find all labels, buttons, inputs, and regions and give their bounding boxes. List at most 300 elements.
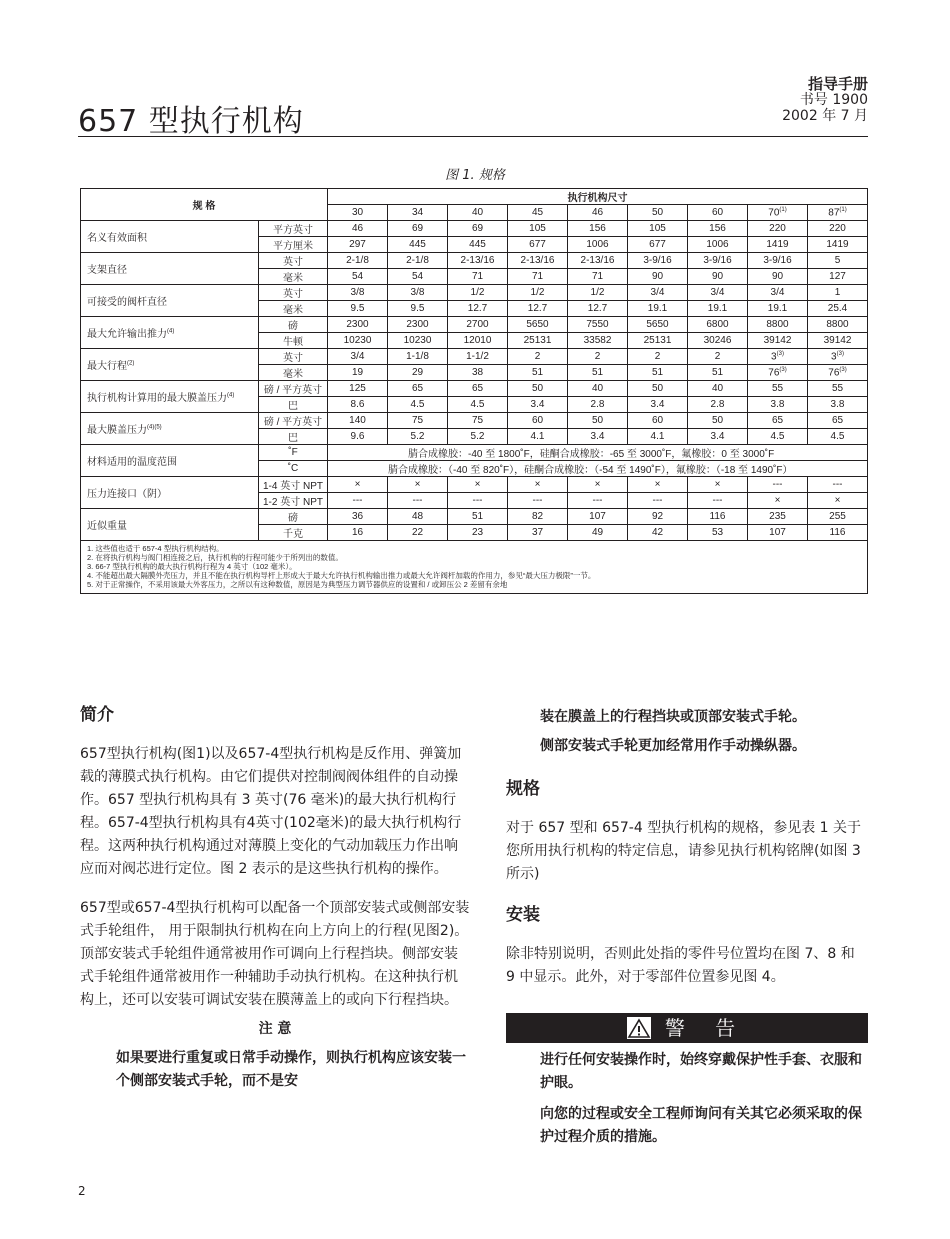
value-text: --- [352, 495, 363, 506]
value-cell [448, 477, 508, 493]
value-cell [748, 509, 808, 525]
value-text: 1419 [826, 239, 849, 250]
value-text: 55 [771, 383, 784, 394]
value-text: 2.8 [710, 399, 725, 410]
value-text: 2-1/8 [406, 255, 429, 266]
value-cell [628, 333, 688, 349]
size-cell [568, 205, 628, 221]
unit-cell: 英寸 [259, 253, 328, 269]
value-cell [748, 381, 808, 397]
value-cell [508, 477, 568, 493]
value-cell [688, 477, 748, 493]
value-cell [808, 285, 868, 301]
value-text: 36 [351, 511, 364, 522]
value-cell [388, 333, 448, 349]
value-text: 3.4 [590, 431, 605, 442]
value-cell [388, 317, 448, 333]
value-text: 51 [531, 367, 544, 378]
spec-paragraph: 对于 657 型和 657-4 型执行机构的规格，参见表 1 关于您所用执行机构的特定信息，请参见执行机构铭牌(如图 3 所示) [506, 820, 862, 882]
value-text: 40 [711, 383, 724, 394]
value-text: 4.1 [650, 431, 665, 442]
value-cell [748, 365, 808, 381]
row-label [81, 221, 259, 253]
value-cell [448, 221, 508, 237]
value-cell [388, 349, 448, 365]
value-cell [748, 413, 808, 429]
value-cell [568, 509, 628, 525]
value-text: 30246 [703, 335, 732, 346]
value-cell [628, 429, 688, 445]
value-text: 2.8 [590, 399, 605, 410]
value-cell [448, 493, 508, 509]
value-text: 2300 [346, 319, 369, 330]
temperature-range-f: 腈合成橡胶：-40 至 1800˚F，硅酮合成橡胶：-65 至 3000˚F，氟橡胶：0 至 3000˚F [328, 445, 868, 461]
value-text: 1 [834, 287, 841, 298]
value-text: --- [652, 495, 663, 506]
value-cell [808, 397, 868, 413]
value-text: 23 [471, 527, 484, 538]
row-label-footnote: (4) [167, 328, 175, 335]
value-cell [328, 365, 388, 381]
value-cell [808, 333, 868, 349]
value-cell [568, 253, 628, 269]
value-cell [748, 493, 808, 509]
value-cell [388, 365, 448, 381]
book-number: 书号 1900 [799, 92, 868, 108]
table-row [81, 413, 868, 429]
value-text: 12010 [463, 335, 492, 346]
unit-cell: 平方英寸 [259, 221, 328, 237]
value-cell [688, 381, 748, 397]
table-row [81, 477, 868, 493]
size-value: 70 [768, 207, 780, 219]
left-column [80, 704, 470, 1093]
value-text: 19 [351, 367, 364, 378]
value-text: 1/2 [470, 287, 485, 298]
value-text: 5 [834, 255, 841, 266]
header-rule [78, 136, 868, 137]
value-text: 2700 [466, 319, 489, 330]
page-number: 2 [78, 1184, 86, 1198]
unit-cell: 千克 [259, 525, 328, 541]
value-cell [628, 365, 688, 381]
spec-header: 规 格 [81, 189, 328, 221]
unit-cell: 1-4 英寸 NPT [259, 477, 328, 493]
document-meta [782, 76, 868, 124]
size-cell [328, 205, 388, 221]
value-cell [448, 381, 508, 397]
size-cell [688, 205, 748, 221]
value-text: 55 [831, 383, 844, 394]
value-text: --- [592, 495, 603, 506]
value-text: 75 [471, 415, 484, 426]
value-text: 125 [349, 383, 366, 394]
value-text: 297 [349, 239, 366, 250]
value-text: 3 [771, 351, 777, 363]
value-cell [448, 509, 508, 525]
value-text: 156 [589, 223, 606, 234]
value-cell [748, 285, 808, 301]
value-text: 4.5 [410, 399, 425, 410]
value-cell [568, 365, 628, 381]
value-text: × [654, 479, 661, 490]
value-cell [448, 413, 508, 429]
value-cell [328, 509, 388, 525]
value-text: 54 [411, 271, 424, 282]
value-text: 107 [589, 511, 606, 522]
value-text: 4.5 [830, 431, 845, 442]
table-row [81, 445, 868, 461]
value-text: --- [712, 495, 723, 506]
footnote-line: 3. 66-7 型执行机构的最大执行机构行程为 4 英寸（102 毫米）。 [87, 562, 297, 571]
value-text: 255 [829, 511, 846, 522]
row-label-text: 最大允许输出推力 [87, 329, 167, 340]
value-cell [448, 397, 508, 413]
size-value: 30 [351, 207, 364, 218]
value-text: 2-13/16 [580, 255, 615, 266]
value-cell [388, 221, 448, 237]
value-text: 71 [591, 271, 604, 282]
value-cell [688, 525, 748, 541]
value-text: 38 [471, 367, 484, 378]
table-row [81, 509, 868, 525]
install-paragraph: 除非特别说明，否则此处指的零件号位置均在图 7、8 和 9 中显示。此外，对于零部件位置参见图 4。 [506, 946, 855, 985]
value-text: 2-13/16 [520, 255, 555, 266]
value-cell [628, 493, 688, 509]
size-value: 50 [651, 207, 664, 218]
notice-title: 注 意 [258, 1021, 292, 1037]
value-cell [448, 333, 508, 349]
value-text: 9.5 [350, 303, 365, 314]
unit-cell: 平方厘米 [259, 237, 328, 253]
row-label-footnote: (4) [227, 392, 235, 399]
table-row [81, 221, 868, 237]
unit-cell: 英寸 [259, 349, 328, 365]
size-cell [628, 205, 688, 221]
value-text: 49 [591, 527, 604, 538]
value-cell [688, 285, 748, 301]
value-cell [808, 237, 868, 253]
unit-cell: 1-2 英寸 NPT [259, 493, 328, 509]
value-cell [748, 525, 808, 541]
row-label-text: 压力连接口（阴） [87, 489, 167, 500]
intro-paragraph-2: 657型或657-4型执行机构可以配备一个顶部安装式或侧部安装式手轮组件， 用于限制执行机构在向上方向上的行程(见图2)。顶部安装式手轮组件通常被用作可调向上行程挡块。侧部安装式手轮组件通常被用作一种辅助手动执行机构。在这种执行机构上，还可以安装可调试安装在膜薄盖上的或向下行程挡块。 [80, 900, 470, 1008]
warning-label: 警 告 [664, 1015, 748, 1040]
value-cell [388, 269, 448, 285]
value-cell [568, 221, 628, 237]
value-text: 2 [534, 351, 541, 362]
value-text: 46 [351, 223, 364, 234]
value-cell [328, 333, 388, 349]
value-cell [628, 269, 688, 285]
row-label [81, 317, 259, 349]
value-text: 2-13/16 [460, 255, 495, 266]
value-cell [628, 285, 688, 301]
value-cell [388, 285, 448, 301]
value-text: × [414, 479, 421, 490]
value-text: 5650 [526, 319, 549, 330]
value-cell [328, 413, 388, 429]
value-text: 445 [409, 239, 426, 250]
value-text: 65 [831, 415, 844, 426]
spec-heading: 规格 [506, 779, 540, 799]
notice-text: 如果要进行重复或日常手动操作，则执行机构应该安装一个侧部安装式手轮，而不是安 [116, 1050, 466, 1089]
value-text: 9.6 [350, 431, 365, 442]
value-text: × [594, 479, 601, 490]
value-text: 12.7 [527, 303, 548, 314]
value-cell [508, 301, 568, 317]
value-text: 1-1/2 [466, 351, 489, 362]
value-text: 90 [651, 271, 664, 282]
value-cell [568, 525, 628, 541]
value-cell [328, 381, 388, 397]
value-text: 60 [651, 415, 664, 426]
value-cell [508, 429, 568, 445]
value-text: 16 [351, 527, 364, 538]
row-label [81, 349, 259, 381]
table-footnotes [81, 541, 868, 594]
unit-cell: 牛顿 [259, 333, 328, 349]
row-label [81, 381, 259, 413]
size-cell [448, 205, 508, 221]
value-cell [688, 429, 748, 445]
right-column [506, 704, 868, 1149]
value-cell [808, 509, 868, 525]
value-text: 65 [771, 415, 784, 426]
value-text: 50 [711, 415, 724, 426]
spec-table [80, 188, 868, 594]
value-text: 50 [531, 383, 544, 394]
value-text: --- [832, 479, 843, 490]
value-cell [508, 509, 568, 525]
value-cell [388, 253, 448, 269]
value-text: 3/8 [410, 287, 425, 298]
value-cell [808, 365, 868, 381]
value-cell [808, 253, 868, 269]
value-text: 51 [591, 367, 604, 378]
row-label [81, 477, 259, 509]
size-footnote: (1) [779, 206, 787, 213]
value-cell [688, 237, 748, 253]
temperature-unit-c: ˚C [259, 461, 328, 477]
table-row [81, 317, 868, 333]
value-text: 105 [649, 223, 666, 234]
value-cell [748, 317, 808, 333]
value-cell [688, 413, 748, 429]
value-text: 1419 [766, 239, 789, 250]
value-cell [628, 349, 688, 365]
value-cell [688, 301, 748, 317]
value-text: 22 [411, 527, 424, 538]
value-cell [568, 413, 628, 429]
value-text: 54 [351, 271, 364, 282]
value-cell [628, 237, 688, 253]
value-text: --- [472, 495, 483, 506]
value-cell [508, 365, 568, 381]
value-text: 4.1 [530, 431, 545, 442]
size-cell [748, 205, 808, 221]
value-text: 10230 [403, 335, 432, 346]
value-cell [388, 397, 448, 413]
value-text: 69 [471, 223, 484, 234]
value-text: 116 [709, 511, 726, 522]
value-cell [688, 365, 748, 381]
value-cell [568, 493, 628, 509]
intro-paragraph-1: 657型执行机构(图1)以及657-4型执行机构是反作用、弹簧加载的薄膜式执行机构。由它们提供对控制阀阀体组件的自动操作。657 型执行机构具有 3 英寸(76 毫米)的最大执行机构行程。657-4型执行机构具有4英寸(102毫米)的最大执行机构行程。这两种执行机构通过对薄膜上变化的气动加载压力作出响应而对阀芯进行定位。图 2 表示的是这些执行机构的操作。 [80, 746, 462, 877]
value-cell [628, 221, 688, 237]
value-text: 92 [651, 511, 664, 522]
footnote-line: 2. 在将执行机构与阀门相连接之后，执行机构的行程可能少于所列出的数值。 [87, 553, 343, 562]
value-cell [508, 525, 568, 541]
table-header-row [81, 189, 868, 205]
page-title: 657 型执行机构 [78, 104, 304, 139]
value-cell [388, 493, 448, 509]
value-cell [508, 493, 568, 509]
value-cell [688, 253, 748, 269]
value-cell [808, 429, 868, 445]
value-cell [748, 253, 808, 269]
value-text: 105 [529, 223, 546, 234]
row-label-text: 支架直径 [87, 265, 127, 276]
value-text: 53 [711, 527, 724, 538]
value-text: 51 [651, 367, 664, 378]
value-text: 65 [471, 383, 484, 394]
value-text: 677 [529, 239, 546, 250]
value-text: 3/4 [350, 351, 365, 362]
value-cell [688, 221, 748, 237]
value-cell [688, 397, 748, 413]
value-cell [808, 413, 868, 429]
value-text: 25131 [643, 335, 672, 346]
unit-cell: 巴 [259, 397, 328, 413]
value-text: 76 [828, 367, 840, 379]
row-label [81, 413, 259, 445]
value-text: 1/2 [590, 287, 605, 298]
figure-caption: 图 1. 规格 [445, 168, 505, 183]
value-text: 156 [709, 223, 726, 234]
value-text: 12.7 [587, 303, 608, 314]
value-text: 3.8 [830, 399, 845, 410]
value-text: 71 [471, 271, 484, 282]
value-cell [688, 317, 748, 333]
install-heading: 安装 [506, 905, 540, 925]
value-cell [328, 349, 388, 365]
value-text: --- [412, 495, 423, 506]
size-footnote: (1) [839, 206, 847, 213]
value-text: 8800 [766, 319, 789, 330]
value-cell [448, 237, 508, 253]
value-cell [328, 221, 388, 237]
value-text: × [714, 479, 721, 490]
unit-cell: 毫米 [259, 269, 328, 285]
value-cell [388, 525, 448, 541]
size-value: 60 [711, 207, 724, 218]
value-text: 60 [531, 415, 544, 426]
notice-continued-2: 侧部安装式手轮更加经常用作手动操纵器。 [540, 738, 806, 754]
table-row [81, 285, 868, 301]
row-label-text: 最大膜盖压力 [87, 425, 147, 436]
value-text: 40 [591, 383, 604, 394]
value-cell [448, 301, 508, 317]
value-text: 65 [411, 383, 424, 394]
value-cell [808, 477, 868, 493]
value-text: 51 [711, 367, 724, 378]
warning-icon [627, 1017, 651, 1039]
unit-cell: 磅 [259, 317, 328, 333]
value-text: 116 [829, 527, 846, 538]
footnote-line: 4. 不能超出最大隔膜外壳压力，并且不能在执行机构导杆上形成大于最大允许执行机构输出推力或最大允许阀杆加载的作用力，参见“最大压力极限”一节。 [87, 571, 596, 580]
value-cell [808, 493, 868, 509]
value-cell [388, 301, 448, 317]
value-text: 51 [471, 511, 484, 522]
row-label-footnote: (4)(5) [147, 424, 162, 431]
value-text: 19.1 [647, 303, 668, 314]
value-text: 50 [591, 415, 604, 426]
value-text: 3.4 [650, 399, 665, 410]
value-text: 3-9/16 [703, 255, 732, 266]
value-cell [628, 381, 688, 397]
size-header: 执行机构尺寸 [328, 189, 868, 205]
size-value: 46 [591, 207, 604, 218]
value-cell [328, 253, 388, 269]
value-cell [508, 285, 568, 301]
table-row [81, 253, 868, 269]
value-cell [448, 253, 508, 269]
unit-cell: 磅 [259, 509, 328, 525]
size-value: 45 [531, 207, 544, 218]
value-text: 42 [651, 527, 664, 538]
size-value: 87 [828, 207, 840, 219]
value-cell [808, 301, 868, 317]
value-cell [568, 397, 628, 413]
value-text: 25131 [523, 335, 552, 346]
value-text: 2 [594, 351, 601, 362]
value-cell [808, 349, 868, 365]
value-footnote: (3) [836, 350, 844, 357]
value-text: 220 [769, 223, 786, 234]
value-cell [508, 237, 568, 253]
value-cell [568, 317, 628, 333]
value-cell [748, 269, 808, 285]
warning-text-1: 进行任何安装操作时，始终穿戴保护性手套、衣服和护眼。 [540, 1052, 862, 1091]
value-text: 220 [829, 223, 846, 234]
value-text: 3-9/16 [643, 255, 672, 266]
table-row [81, 349, 868, 365]
warning-text-2: 向您的过程或安全工程师询问有关其它必须采取的保护过程介质的措施。 [540, 1106, 862, 1145]
value-text: 3/4 [770, 287, 785, 298]
value-text: 107 [769, 527, 786, 538]
value-text: 25.4 [827, 303, 848, 314]
value-text: 7550 [586, 319, 609, 330]
table-row [81, 381, 868, 397]
value-text: 127 [829, 271, 846, 282]
value-cell [568, 237, 628, 253]
value-cell [748, 221, 808, 237]
value-text: × [534, 479, 541, 490]
unit-cell: 磅 / 平方英寸 [259, 381, 328, 397]
value-text: 4.5 [770, 431, 785, 442]
value-cell [688, 509, 748, 525]
warning-banner [506, 1013, 868, 1043]
value-text: 29 [411, 367, 424, 378]
value-text: × [474, 479, 481, 490]
value-text: 3-9/16 [763, 255, 792, 266]
row-label [81, 509, 259, 541]
value-cell [688, 333, 748, 349]
value-cell [508, 349, 568, 365]
intro-heading: 简介 [80, 705, 114, 725]
value-cell [508, 413, 568, 429]
